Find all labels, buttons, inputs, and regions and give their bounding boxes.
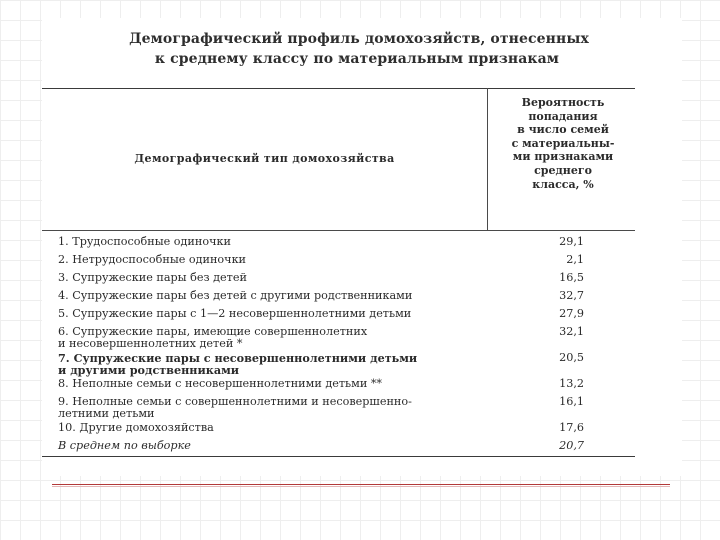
probability-value: 16,1 (559, 395, 584, 408)
household-type-label (58, 422, 478, 434)
table-row (42, 440, 635, 456)
column-header-probability-line: среднего (534, 163, 592, 177)
column-header-probability-line: Вероятность (521, 96, 605, 109)
household-type-line: 9. Неполные семьи с совершеннолетними и несовершенно- (58, 395, 412, 408)
household-type-label (58, 440, 478, 452)
title-line-2: к среднему классу по материальным признакам (154, 51, 560, 67)
probability-value: 16,5 (559, 271, 584, 284)
household-type-line: 2. Нетрудоспособные одиночки (58, 253, 247, 266)
probability-value: 29,1 (559, 235, 584, 248)
column-header-probability-line: класса, % (532, 177, 594, 191)
household-type-label (58, 308, 478, 320)
household-type-label (58, 396, 478, 420)
table-row (42, 352, 635, 378)
footer-divider (52, 484, 670, 485)
household-type-line: 8. Неполные семьи с несовершеннолетними детьми ** (58, 377, 383, 390)
household-type-label (58, 326, 478, 350)
page-title (42, 29, 682, 69)
household-type-label (58, 352, 478, 376)
table-top-rule (42, 88, 635, 89)
household-type-line: 3. Супружеские пары без детей (58, 271, 247, 284)
household-type-line: 6. Супружеские пары, имеющие совершеннолетних (58, 325, 368, 338)
probability-value: 20,5 (559, 351, 584, 364)
column-header-probability-line: ми признаками (512, 150, 614, 164)
table-bottom-rule (42, 456, 635, 457)
household-type-label (58, 378, 478, 390)
table-row (42, 290, 635, 308)
household-type-line: и другими родственниками (58, 363, 240, 377)
table-row (42, 254, 635, 272)
household-type-label (58, 290, 478, 302)
probability-value: 32,1 (559, 325, 584, 338)
footer-divider-shadow (52, 486, 670, 487)
table-row (42, 326, 635, 352)
household-type-line: 10. Другие домохозяйства (58, 421, 214, 434)
title-line-1: Демографический профиль домохозяйств, отнесенных (129, 31, 589, 47)
header-column-divider (487, 88, 488, 230)
header-bottom-rule (42, 230, 635, 231)
table-body (42, 236, 635, 456)
probability-value: 17,6 (559, 421, 584, 434)
column-header-type: Демографический тип домохозяйства (134, 152, 395, 165)
probability-value: 27,9 (559, 307, 584, 320)
household-type-line: летними детьми (58, 407, 155, 420)
column-header-probability-line: с материальны- (511, 136, 615, 150)
table-row (42, 272, 635, 290)
household-type-line: 7. Супружеские пары с несовершеннолетними детьми (58, 351, 418, 365)
probability-value: 20,7 (559, 439, 584, 452)
table-row (42, 236, 635, 254)
household-type-line: и несовершеннолетних детей * (58, 337, 243, 350)
table-row (42, 422, 635, 440)
probability-value: 32,7 (559, 289, 584, 302)
probability-value: 13,2 (559, 377, 584, 390)
demographic-table (42, 88, 635, 458)
column-header-probability-line: в число семей (517, 123, 609, 137)
household-type-label (58, 254, 478, 266)
household-type-label (58, 272, 478, 284)
household-type-line: В среднем по выборке (58, 439, 191, 452)
document-page (42, 18, 682, 476)
table-row (42, 378, 635, 396)
household-type-label (58, 236, 478, 248)
table-row (42, 396, 635, 422)
household-type-line: 4. Супружеские пары без детей с другими родственниками (58, 289, 413, 302)
column-header-probability-line: попадания (528, 109, 598, 123)
household-type-line: 1. Трудоспособные одиночки (58, 235, 231, 248)
probability-value: 2,1 (566, 253, 584, 266)
household-type-line: 5. Супружеские пары с 1—2 несовершеннолетними детьми (58, 307, 412, 320)
column-header-probability (494, 96, 632, 191)
table-row (42, 308, 635, 326)
